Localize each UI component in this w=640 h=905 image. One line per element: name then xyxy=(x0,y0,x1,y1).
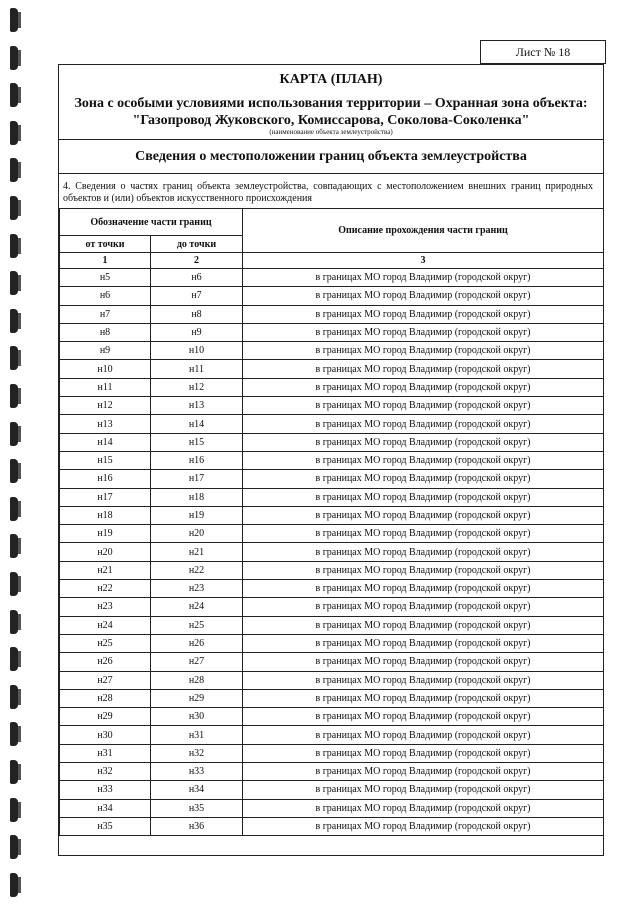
cell-to: н25 xyxy=(151,616,243,634)
cell-from: н27 xyxy=(60,671,151,689)
cell-from: н21 xyxy=(60,561,151,579)
cell-from: н5 xyxy=(60,269,151,287)
table-row xyxy=(60,543,604,561)
header-description: Описание прохождения части границ xyxy=(243,209,604,253)
cell-to: н20 xyxy=(151,525,243,543)
document-title: КАРТА (ПЛАН) xyxy=(279,72,383,87)
cell-from: н24 xyxy=(60,616,151,634)
cell-to: н22 xyxy=(151,561,243,579)
binding-hole-icon xyxy=(10,158,18,182)
section-note: 4. Сведения о частях границ объекта землеустройства, совпадающих с местоположением внешних границ природных объектов и (или) объектов искусственного происхождения xyxy=(63,181,593,204)
col-number-2: 2 xyxy=(151,253,243,269)
cell-from: н25 xyxy=(60,634,151,652)
table-row xyxy=(60,342,604,360)
cell-to: н32 xyxy=(151,744,243,762)
cell-to: н14 xyxy=(151,415,243,433)
binding-hole-icon xyxy=(10,8,18,32)
cell-description: в границах МО город Владимир (городской округ) xyxy=(243,415,604,433)
cell-to: н6 xyxy=(151,269,243,287)
cell-description: в границах МО город Владимир (городской округ) xyxy=(243,671,604,689)
cell-from: н14 xyxy=(60,433,151,451)
cell-from: н9 xyxy=(60,342,151,360)
table-row xyxy=(60,726,604,744)
cell-description: в границах МО город Владимир (городской округ) xyxy=(243,543,604,561)
subtitle-line-1: Зона с особыми условиями использования территории – Охранная зона объекта: xyxy=(74,96,588,111)
table-row xyxy=(60,506,604,524)
cell-to: н34 xyxy=(151,781,243,799)
cell-description: в границах МО город Владимир (городской округ) xyxy=(243,726,604,744)
cell-description: в границах МО город Владимир (городской округ) xyxy=(243,616,604,634)
cell-from: н35 xyxy=(60,817,151,835)
cell-to: н17 xyxy=(151,470,243,488)
table-row xyxy=(60,525,604,543)
binding-hole-icon xyxy=(10,685,18,709)
cell-to: н19 xyxy=(151,506,243,524)
cell-from: н19 xyxy=(60,525,151,543)
cell-description: в границах МО город Владимир (городской округ) xyxy=(243,689,604,707)
binding-hole-icon xyxy=(10,309,18,333)
cell-to: н12 xyxy=(151,378,243,396)
binding-hole-icon xyxy=(10,459,18,483)
header-from: от точки xyxy=(60,236,151,253)
cell-from: н29 xyxy=(60,708,151,726)
cell-to: н24 xyxy=(151,598,243,616)
cell-to: н21 xyxy=(151,543,243,561)
table-row xyxy=(60,744,604,762)
table-row xyxy=(60,360,604,378)
cell-description: в границах МО город Владимир (городской округ) xyxy=(243,360,604,378)
cell-description: в границах МО город Владимир (городской округ) xyxy=(243,653,604,671)
binding-hole-icon xyxy=(10,534,18,558)
cell-to: н28 xyxy=(151,671,243,689)
table-row xyxy=(60,433,604,451)
table-row xyxy=(60,397,604,415)
cell-description: в границах МО город Владимир (городской округ) xyxy=(243,781,604,799)
cell-description: в границах МО город Владимир (городской округ) xyxy=(243,433,604,451)
binding-hole-icon xyxy=(10,46,18,70)
cell-description: в границах МО город Владимир (городской округ) xyxy=(243,708,604,726)
cell-to: н29 xyxy=(151,689,243,707)
cell-to: н35 xyxy=(151,799,243,817)
document-frame xyxy=(58,64,604,856)
subtitle-line-2: "Газопровод Жуковского, Комиссарова, Соколова-Соколенка" xyxy=(132,113,530,128)
binding-hole-icon xyxy=(10,121,18,145)
table-row xyxy=(60,287,604,305)
table-row xyxy=(60,763,604,781)
cell-to: н16 xyxy=(151,451,243,469)
col-number-1: 1 xyxy=(60,253,151,269)
cell-to: н36 xyxy=(151,817,243,835)
binding-hole-icon xyxy=(10,722,18,746)
cell-description: в границах МО город Владимир (городской округ) xyxy=(243,598,604,616)
binding-hole-icon xyxy=(10,873,18,897)
cell-from: н12 xyxy=(60,397,151,415)
binding-hole-icon xyxy=(10,760,18,784)
cell-description: в границах МО город Владимир (городской округ) xyxy=(243,397,604,415)
cell-to: н27 xyxy=(151,653,243,671)
binding-hole-icon xyxy=(10,647,18,671)
cell-to: н26 xyxy=(151,634,243,652)
table-row xyxy=(60,378,604,396)
cell-to: н10 xyxy=(151,342,243,360)
table-row xyxy=(60,470,604,488)
cell-to: н18 xyxy=(151,488,243,506)
table-row xyxy=(60,269,604,287)
cell-to: н11 xyxy=(151,360,243,378)
cell-to: н8 xyxy=(151,305,243,323)
table-row xyxy=(60,689,604,707)
cell-description: в границах МО город Владимир (городской округ) xyxy=(243,269,604,287)
binding-hole-icon xyxy=(10,835,18,859)
cell-from: н33 xyxy=(60,781,151,799)
table-row xyxy=(60,634,604,652)
binding-strip xyxy=(10,0,24,905)
cell-description: в границах МО город Владимир (городской округ) xyxy=(243,342,604,360)
cell-description: в границах МО город Владимир (городской округ) xyxy=(243,525,604,543)
sheet-number-box xyxy=(480,40,606,64)
cell-from: н13 xyxy=(60,415,151,433)
cell-description: в границах МО город Владимир (городской округ) xyxy=(243,287,604,305)
cell-from: н22 xyxy=(60,580,151,598)
cell-from: н23 xyxy=(60,598,151,616)
subtitle-caption: (наименование объекта землеустройства) xyxy=(269,128,393,136)
cell-to: н30 xyxy=(151,708,243,726)
binding-hole-icon xyxy=(10,610,18,634)
cell-from: н26 xyxy=(60,653,151,671)
cell-description: в границах МО город Владимир (городской округ) xyxy=(243,799,604,817)
cell-description: в границах МО город Владимир (городской округ) xyxy=(243,488,604,506)
table-row xyxy=(60,580,604,598)
cell-description: в границах МО город Владимир (городской округ) xyxy=(243,323,604,341)
table-row xyxy=(60,451,604,469)
binding-hole-icon xyxy=(10,572,18,596)
cell-description: в границах МО город Владимир (городской округ) xyxy=(243,634,604,652)
binding-hole-icon xyxy=(10,234,18,258)
cell-from: н10 xyxy=(60,360,151,378)
cell-description: в границах МО город Владимир (городской округ) xyxy=(243,378,604,396)
cell-description: в границах МО город Владимир (городской округ) xyxy=(243,451,604,469)
binding-hole-icon xyxy=(10,798,18,822)
binding-hole-icon xyxy=(10,422,18,446)
col-number-3: 3 xyxy=(243,253,604,269)
binding-hole-icon xyxy=(10,384,18,408)
cell-to: н31 xyxy=(151,726,243,744)
table-row xyxy=(60,781,604,799)
cell-to: н7 xyxy=(151,287,243,305)
table-row xyxy=(60,799,604,817)
cell-to: н33 xyxy=(151,763,243,781)
cell-description: в границах МО город Владимир (городской округ) xyxy=(243,744,604,762)
table-row xyxy=(60,415,604,433)
binding-hole-icon xyxy=(10,271,18,295)
table-row xyxy=(60,671,604,689)
binding-hole-icon xyxy=(10,83,18,107)
table-row xyxy=(60,323,604,341)
table-row xyxy=(60,598,604,616)
cell-to: н15 xyxy=(151,433,243,451)
cell-to: н9 xyxy=(151,323,243,341)
header-parts: Обозначение части границ xyxy=(60,209,243,236)
table-row xyxy=(60,708,604,726)
cell-description: в границах МО город Владимир (городской округ) xyxy=(243,305,604,323)
cell-to: н23 xyxy=(151,580,243,598)
table-row xyxy=(60,488,604,506)
cell-from: н32 xyxy=(60,763,151,781)
cell-from: н16 xyxy=(60,470,151,488)
cell-from: н11 xyxy=(60,378,151,396)
table-row xyxy=(60,305,604,323)
document-subtitle xyxy=(59,95,603,129)
binding-hole-icon xyxy=(10,346,18,370)
table-row xyxy=(60,616,604,634)
sheet-number-label: Лист № 18 xyxy=(515,45,571,59)
cell-description: в границах МО город Владимир (городской округ) xyxy=(243,470,604,488)
header-to: до точки xyxy=(151,236,243,253)
cell-description: в границах МО город Владимир (городской округ) xyxy=(243,506,604,524)
cell-from: н7 xyxy=(60,305,151,323)
cell-description: в границах МО город Владимир (городской округ) xyxy=(243,580,604,598)
section-title: Сведения о местоположении границ объекта землеустройства xyxy=(135,149,527,164)
boundaries-table xyxy=(59,208,604,836)
binding-hole-icon xyxy=(10,196,18,220)
cell-from: н18 xyxy=(60,506,151,524)
cell-description: в границах МО город Владимир (городской округ) xyxy=(243,763,604,781)
table-row xyxy=(60,653,604,671)
cell-from: н15 xyxy=(60,451,151,469)
cell-from: н8 xyxy=(60,323,151,341)
table-row xyxy=(60,817,604,835)
cell-from: н20 xyxy=(60,543,151,561)
cell-from: н30 xyxy=(60,726,151,744)
divider xyxy=(59,139,603,140)
cell-to: н13 xyxy=(151,397,243,415)
cell-from: н31 xyxy=(60,744,151,762)
cell-from: н6 xyxy=(60,287,151,305)
cell-description: в границах МО город Владимир (городской округ) xyxy=(243,561,604,579)
cell-from: н34 xyxy=(60,799,151,817)
divider xyxy=(59,173,603,174)
cell-description: в границах МО город Владимир (городской округ) xyxy=(243,817,604,835)
cell-from: н28 xyxy=(60,689,151,707)
table-row xyxy=(60,561,604,579)
binding-hole-icon xyxy=(10,497,18,521)
cell-from: н17 xyxy=(60,488,151,506)
